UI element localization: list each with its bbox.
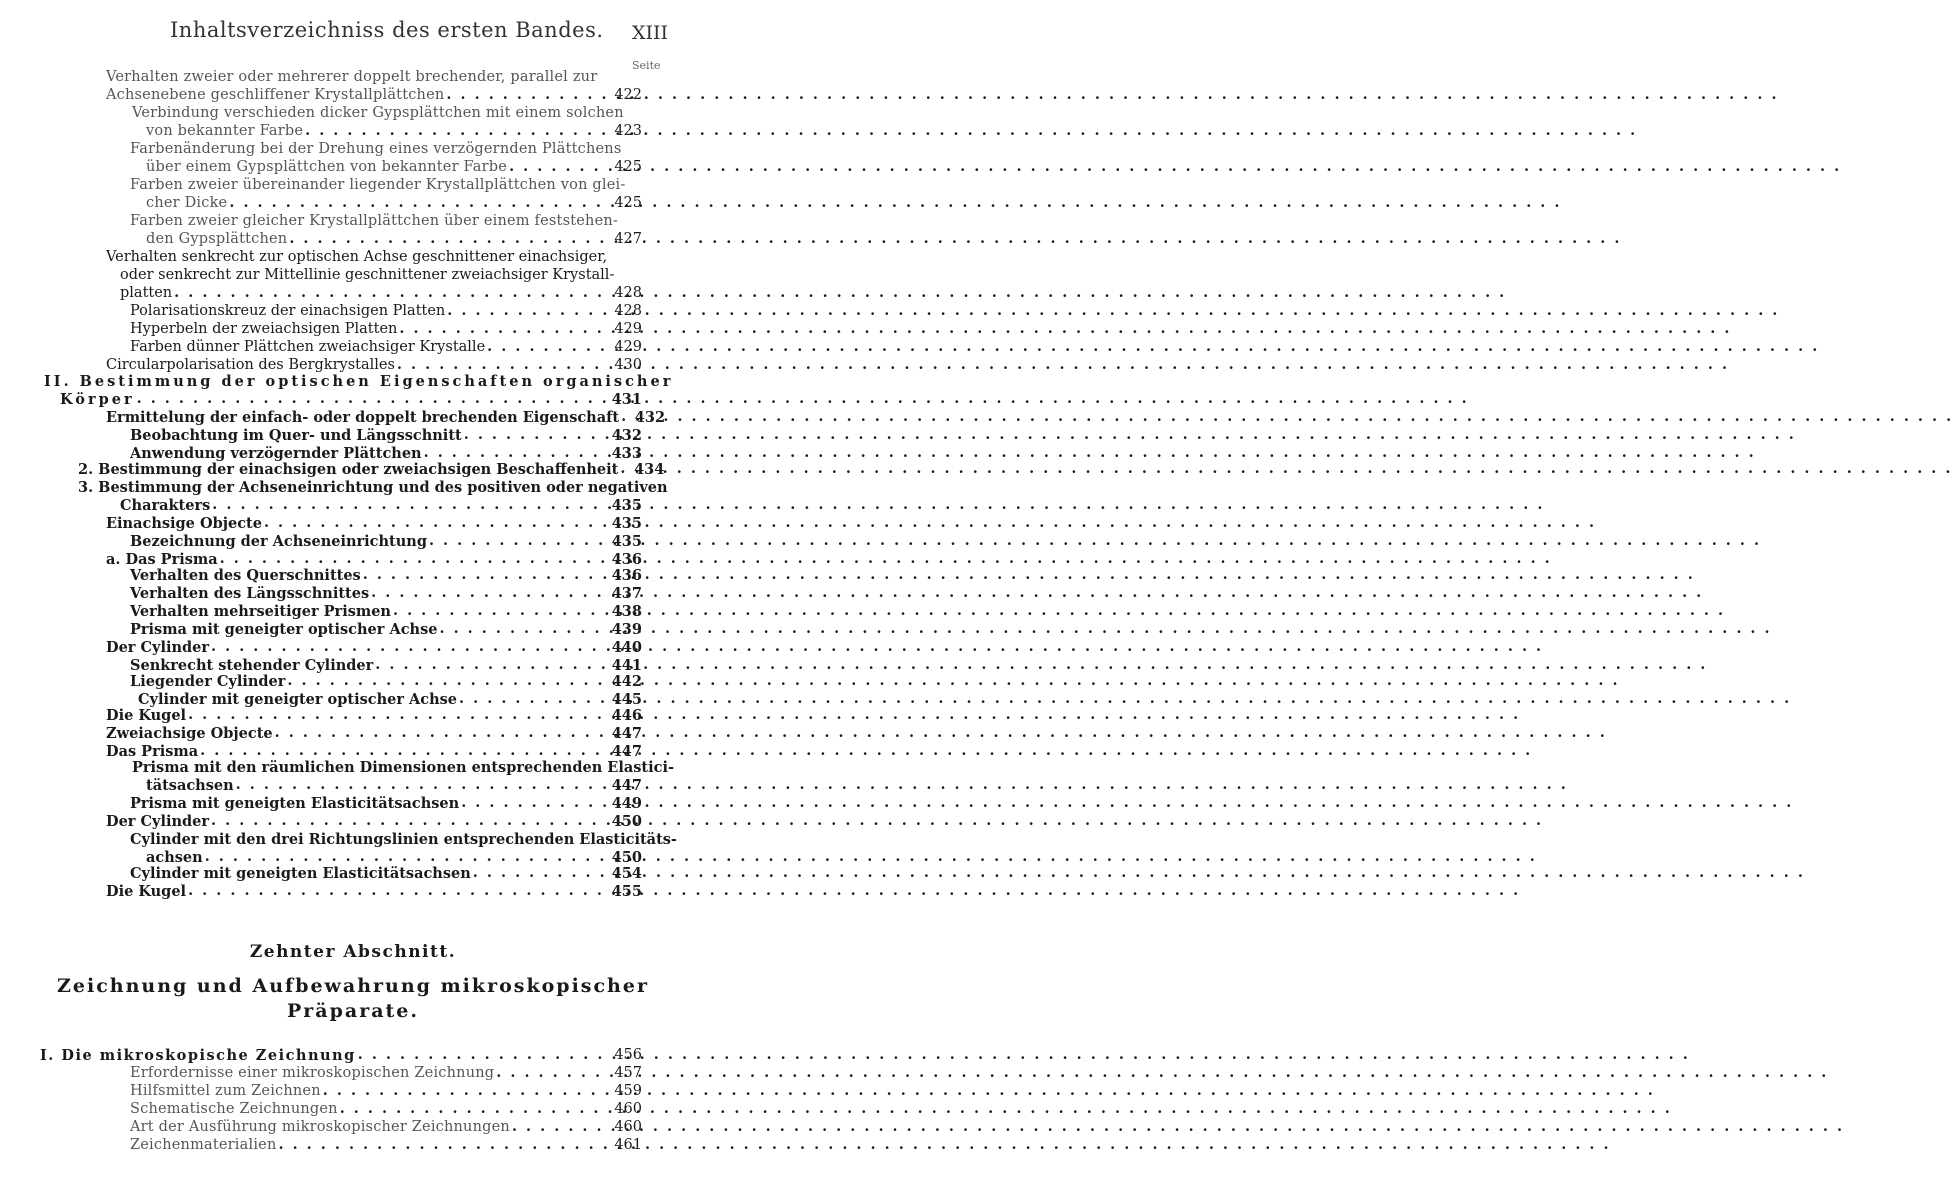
toc-entry: [130, 864, 642, 882]
toc-entry-text: Prisma mit geneigter optischer Achse: [130, 621, 438, 638]
leader-dots: [174, 284, 608, 302]
toc-entry-text: Liegender Cylinder: [130, 673, 286, 690]
toc-entry: [146, 158, 642, 176]
toc-entry: [106, 86, 642, 104]
toc-entry-text: Farbenänderung bei der Drehung eines verzögernden Plättchens: [130, 141, 622, 157]
leader-dots: [211, 812, 608, 830]
leader-dots: [446, 86, 608, 104]
leader-dots: [323, 1082, 608, 1100]
toc-entry-page: 454: [611, 865, 642, 882]
leader-dots: [393, 602, 608, 620]
toc-entry-text: Cylinder mit geneigter optischer Achse: [138, 691, 458, 708]
toc-entry-page: 425: [614, 195, 642, 211]
toc-entry-text: Verhalten senkrecht zur optischen Achse geschnittener einachsiger,: [106, 249, 608, 265]
toc-entry-page: 435: [611, 497, 642, 514]
toc-entry-text: Prisma mit den räumlichen Dimensionen entsprechenden Elastici-: [132, 759, 674, 776]
section-label: Zehnter Abschnitt.: [249, 942, 457, 962]
toc-entry: [130, 176, 642, 194]
toc-entry-text: Zweiachsige Objecte: [106, 725, 273, 742]
toc-entry: [130, 602, 642, 620]
leader-dots: [371, 584, 608, 602]
toc-entry: [78, 460, 665, 478]
toc-entry-text: Erfordernisse einer mikroskopischen Zeichnung: [130, 1065, 495, 1081]
toc-entry-text: Verhalten des Längsschnittes: [130, 585, 370, 602]
toc-entry: [132, 104, 642, 122]
toc-entry-text: Verhalten zweier oder mehrerer doppelt brechender, parallel zur: [106, 69, 598, 85]
toc-entry-page: 434: [634, 461, 665, 478]
toc-entry: [130, 566, 642, 584]
toc-entry-page: 431: [611, 391, 642, 408]
toc-entry-text: Verhalten des Querschnittes: [130, 567, 361, 584]
toc-entry-text: Hyperbeln der zweiachsigen Platten: [130, 321, 398, 337]
toc-entry-text: Das Prisma: [106, 743, 199, 760]
toc-entry: [130, 620, 642, 638]
toc-entry-text: Cylinder mit den drei Richtungslinien entsprechenden Elasticitäts-: [130, 831, 677, 848]
toc-entry-text: Ermittelung der einfach- oder doppelt brechenden Eigenschaft: [106, 409, 620, 426]
toc-entry-text: Senkrecht stehender Cylinder: [130, 657, 374, 674]
toc-entry: [132, 758, 674, 776]
leader-dots: [363, 566, 608, 584]
toc-entry-page: 428: [614, 285, 642, 301]
leader-dots: [473, 864, 608, 882]
leader-dots: [620, 460, 630, 478]
toc-entry-text: 3. Bestimmung der Achseneinrichtung und des positiven oder negativen: [78, 479, 668, 496]
toc-entry-text: über einem Gypsplättchen von bekannter Farbe: [146, 159, 508, 175]
toc-entry-page: 432: [611, 427, 642, 444]
toc-entry-text: Art der Ausführung mikroskopischer Zeichnungen: [130, 1119, 510, 1135]
toc-entry-text: Verhalten mehrseitiger Prismen: [130, 603, 391, 620]
toc-entry: [130, 212, 642, 230]
toc-entry: [106, 248, 642, 266]
toc-entry-page: 430: [614, 357, 642, 373]
toc-entry-page: 447: [611, 777, 642, 794]
toc-entry: [120, 266, 642, 284]
toc-entry-text: Körper: [60, 391, 135, 408]
toc-entry: [146, 776, 642, 794]
toc-entry-text: Anwendung verzögernder Plättchen: [130, 445, 422, 462]
leader-dots: [496, 1064, 608, 1082]
toc-entry-text: Charakters: [120, 497, 211, 514]
leader-dots: [264, 514, 608, 532]
toc-entry-page: 447: [611, 725, 642, 742]
toc-entry: [130, 1064, 642, 1082]
toc-entry-text: Achsenebene geschliffener Krystallplättchen: [106, 87, 445, 103]
toc-entry: [130, 302, 642, 320]
toc-entry: [146, 194, 642, 212]
toc-entry: [106, 638, 642, 656]
toc-entry: [106, 408, 666, 426]
leader-dots: [229, 194, 608, 212]
toc-entry-page: 450: [611, 813, 642, 830]
leader-dots: [464, 426, 608, 444]
toc-entry-page: 460: [614, 1119, 642, 1135]
toc-entry: [130, 532, 642, 550]
toc-entry-page: 461: [614, 1137, 642, 1153]
leader-dots: [447, 302, 608, 320]
leader-dots: [305, 122, 608, 140]
toc-entry-page: 436: [611, 551, 642, 568]
leader-dots: [212, 496, 608, 514]
toc-entry: [106, 68, 642, 86]
toc-entry-page: 422: [614, 87, 642, 103]
toc-entry-text: von bekannter Farbe: [146, 123, 304, 139]
toc-entry: [130, 320, 642, 338]
toc-entry-text: Bezeichnung der Achseneinrichtung: [130, 533, 427, 550]
toc-entry-text: a. Das Prisma: [106, 551, 218, 568]
toc-entry: [130, 584, 642, 602]
toc-entry: [130, 140, 642, 158]
toc-entry-text: Der Cylinder: [106, 639, 210, 656]
toc-entry-page: 432: [634, 409, 666, 426]
toc-entry-page: 429: [614, 339, 642, 355]
toc-entry-text: Zeichenmaterialien: [130, 1137, 277, 1153]
toc-entry-text: Schematische Zeichnungen: [130, 1101, 338, 1117]
toc-entry-text: Farben zweier übereinander liegender Krystallplättchen von glei-: [130, 177, 626, 193]
leader-dots: [211, 638, 608, 656]
toc-entry: [130, 1136, 642, 1154]
toc-entry-text: den Gypsplättchen: [146, 231, 288, 247]
toc-entry-text: Verbindung verschieden dicker Gypsplättchen mit einem solchen: [132, 105, 624, 121]
toc-entry-text: Prisma mit geneigten Elasticitätsachsen: [130, 795, 460, 812]
toc-entry-text: Farben dünner Plättchen zweiachsiger Krystalle: [130, 339, 486, 355]
toc-entry-text: oder senkrecht zur Mittellinie geschnittener zweiachsiger Krystall-: [120, 267, 615, 283]
toc-entry: [78, 478, 668, 496]
toc-entry-page: 450: [611, 849, 642, 866]
toc-entry: [106, 706, 642, 724]
toc-entry: [106, 724, 642, 742]
leader-dots: [461, 794, 608, 812]
toc-entry-page: 456: [614, 1047, 642, 1063]
leader-dots: [340, 1100, 608, 1118]
toc-entry: [130, 672, 642, 690]
toc-entry: [106, 812, 642, 830]
toc-entry-page: 436: [611, 567, 642, 584]
toc-entry-page: 449: [611, 795, 642, 812]
leader-dots: [509, 158, 608, 176]
toc-entry: [120, 496, 642, 514]
toc-entry-text: platten: [120, 285, 173, 301]
leader-dots: [278, 1136, 608, 1154]
section-title-line2: Präparate.: [286, 1000, 419, 1022]
toc-entry-page: 435: [611, 533, 642, 550]
leader-dots: [236, 776, 608, 794]
toc-entry-page: 447: [611, 743, 642, 760]
toc-entry: [106, 882, 642, 900]
toc-entry-page: 455: [611, 883, 642, 900]
toc-entry-text: cher Dicke: [146, 195, 228, 211]
toc-entry-text: Hilfsmittel zum Zeichnen: [130, 1083, 321, 1099]
toc-entry: [130, 794, 642, 812]
toc-entry-text: Der Cylinder: [106, 813, 210, 830]
leader-dots: [137, 390, 608, 408]
toc-entry-text: II. Bestimmung der optischen Eigenschaften organischer: [44, 373, 674, 390]
toc-entry: [40, 1046, 642, 1064]
toc-entry: [130, 830, 677, 848]
toc-entry-text: Polarisationskreuz der einachsigen Platten: [130, 303, 446, 319]
toc-entry: [146, 122, 642, 140]
toc-entry-page: 437: [611, 585, 642, 602]
toc-entry: [120, 284, 642, 302]
toc-entry-text: achsen: [146, 849, 203, 866]
toc-entry-page: 440: [611, 639, 642, 656]
toc-entry: [130, 1118, 642, 1136]
toc-entry-page: 435: [611, 515, 642, 532]
toc-entry-text: tätsachsen: [146, 777, 234, 794]
toc-entry-text: Einachsige Objecte: [106, 515, 262, 532]
toc-entry-page: 460: [614, 1101, 642, 1117]
toc-entry-text: Cylinder mit geneigten Elasticitätsachsen: [130, 865, 471, 882]
toc-entry-page: 433: [611, 445, 642, 462]
toc-entry-page: 438: [611, 603, 642, 620]
toc-entry-text: 2. Bestimmung der einachsigen oder zweiachsigen Beschaffenheit: [78, 461, 619, 478]
toc-entry: [146, 230, 642, 248]
leader-dots: [621, 408, 631, 426]
toc-entry: [106, 514, 642, 532]
leader-dots: [275, 724, 608, 742]
leader-dots: [287, 672, 608, 690]
toc-entry: [44, 372, 674, 390]
leader-dots: [429, 532, 608, 550]
toc-entry-page: 429: [614, 321, 642, 337]
toc-entry-text: Beobachtung im Quer- und Längsschnitt: [130, 427, 462, 444]
toc-entry-text: I. Die mikroskopische Zeichnung: [40, 1047, 356, 1064]
toc-entry: [130, 338, 642, 356]
section-title-line1: Zeichnung und Aufbewahrung mikroskopischer: [57, 975, 649, 997]
leader-dots: [289, 230, 608, 248]
toc-entry: [130, 1100, 642, 1118]
toc-entry-page: 423: [614, 123, 642, 139]
toc-entry: [130, 1082, 642, 1100]
toc-entry: [130, 426, 642, 444]
toc-entry-page: 439: [611, 621, 642, 638]
leader-dots: [439, 620, 608, 638]
toc-entry-page: 425: [614, 159, 642, 175]
toc-entry-page: 457: [614, 1065, 642, 1081]
toc-entry-page: 427: [614, 231, 642, 247]
toc-entry: [60, 390, 642, 408]
toc-entry-page: 441: [611, 657, 642, 674]
leader-dots: [512, 1118, 608, 1136]
toc-entry-page: 428: [614, 303, 642, 319]
toc-entry-page: 442: [611, 673, 642, 690]
toc-entry-page: 446: [611, 707, 642, 724]
toc-entry-text: Die Kugel: [106, 707, 187, 724]
toc-entry-text: Farben zweier gleicher Krystallplättchen über einem feststehen-: [130, 213, 618, 229]
seite-label: Seite: [632, 59, 661, 72]
leader-dots: [487, 338, 608, 356]
document-page: [0, 0, 706, 1200]
leader-dots: [399, 320, 608, 338]
toc-entry-page: 459: [614, 1083, 642, 1099]
leader-dots: [358, 1046, 608, 1064]
leader-dots: [188, 706, 608, 724]
leader-dots: [188, 882, 608, 900]
toc-entry-text: Circularpolarisation des Bergkrystalles: [106, 357, 395, 373]
toc-entry-page: 445: [611, 691, 642, 708]
toc-entry-text: Die Kugel: [106, 883, 187, 900]
running-header-title: Inhaltsverzeichniss des ersten Bandes.: [170, 18, 604, 42]
page-number: XIII: [632, 22, 669, 44]
